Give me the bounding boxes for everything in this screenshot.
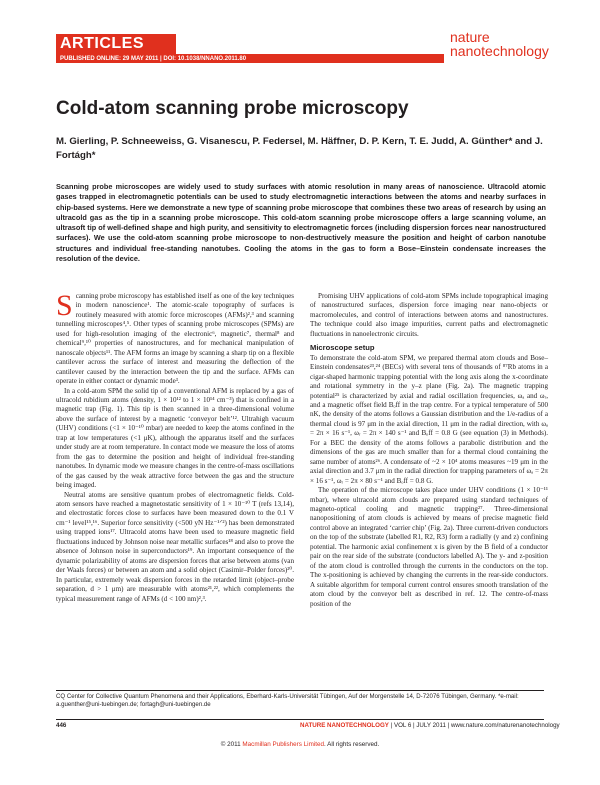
affiliation-footnote: CQ Center for Collective Quantum Phenomena and their Applications, Eberhard-Karls-Universität Tübingen, Auf der Morgenstelle 14, D-72076 Tübingen, Germany. *e-mail: a.guenther@uni-tuebingen.de; fortagh@uni-tuebingen.de xyxy=(56,690,544,710)
abstract: Scanning probe microscopes are widely used to study surfaces with atomic resolution in many areas of nanoscience. Ultracold atomic gases trapped in electromagnetic potentials can be used to study electromagnetic interactions between the atoms and nearby surfaces in chip-based systems. Here we demonstrate a new type of scanning probe microscope that combines these two areas of research by using an ultracold gas as the tip in a scanning probe microscope. This cold-atom scanning probe microscope offers a large scanning volume, an ultrasoft tip of well-defined shape and high purity, and sensitivity to electromagnetic forces (including dispersion forces near nanostructured surfaces). We use the cold-atom scanning probe microscope to non-destructively measure the position and height of carbon nanotube structures and individual free-standing nanotubes. Cooling the atoms in the gas to form a Bose–Einstein condensate increases the resolution of the device. xyxy=(56,182,546,264)
copyright-notice xyxy=(0,741,600,748)
copyright-suffix: . All rights reserved. xyxy=(323,741,380,748)
page-number: 446 xyxy=(56,722,67,729)
journal-info: | VOL 6 | JULY 2011 | www.nature.com/naturenanotechnology xyxy=(388,722,560,729)
paragraph-applications: Promising UHV applications of cold-atom SPMs include topographical imaging of nanostructured surfaces, dispersion force imaging near nano-objects or macromolecules, and control of interactions between atoms and nanostructures. The technique could also image impurities, current paths and electromagnetic fluctuations in nanoelectronic circuits. xyxy=(310,292,548,338)
logo-line-1: nature xyxy=(450,29,490,45)
body-column-right xyxy=(310,292,548,609)
paragraph-quantum-probes: Neutral atoms are sensitive quantum probes of electromagnetic fields. Cold-atom sensors have reached a magnetostatic sensitivity of 1 × 10⁻¹⁰ T (refs 13,14), and electrostatic forces close to surfaces have been measured down to the 0.1 V cm⁻¹ level¹⁵,¹⁶. Superior force sensitivity (<500 yN Hz⁻¹ᐟ²) has been demonstrated using trapped ions¹⁷. Ultracold atoms have been used to measure magnetic field fluctuations induced by Johnson noise near metallic surfaces¹⁸ and also to prove the absence of Johnson noise in superconductors¹⁹. An important consequence of the dynamic polarizability of atoms are dispersion forces that arise between atoms (van der Waals forces) or between an atom and a solid object (Casimir–Polder forces)²⁰. In particular, extremely weak dispersion forces in the retarded limit (object–probe separation, d > 1 μm) are measurable with atoms²¹,²², which complements the typical measurement range of AFMs (d < 100 nm)²,³. xyxy=(56,490,294,603)
section-heading-setup: Microscope setup xyxy=(310,343,375,353)
intro-paragraph xyxy=(56,289,294,387)
section-label: ARTICLES xyxy=(60,35,144,52)
intro-text: canning probe microscopy has established itself as one of the key techniques in modern nanoscience¹. The atomic-scale topography of surfaces is routinely measured with atomic force microscopes (AFMs)²,³ and scanning tunnelling microscopes⁴,⁵. Other types of scanning probe microscopes (SPMs) are used for high-resolution imaging of the electronic⁶, magnetic⁷, thermal⁸ and chemical⁹,¹⁰ properties of nanostructures, and for mechanical manipulation of nanoscale objects¹¹. The AFM forms an image by scanning a sharp tip on a flexible cantilever across the surface of interest and measuring the deflection of the cantilever caused by the interaction between the tip and the surface. AFMs can operate in either contact or dynamic mode³. xyxy=(56,292,294,386)
copyright-prefix: © 2011 xyxy=(220,741,243,748)
journal-footer xyxy=(300,722,560,729)
journal-logo xyxy=(450,30,549,58)
logo-line-2: nanotechnology xyxy=(450,43,549,59)
body-column-left xyxy=(56,289,294,604)
article-title: Cold-atom scanning probe microscopy xyxy=(56,98,409,119)
paragraph-setup: To demonstrate the cold-atom SPM, we prepared thermal atom clouds and Bose–Einstein condensates²³,²⁴ (BECs) with several tens of thousands of ⁸⁷Rb atoms in a cigar-shaped harmonic trapping potential with the long axis along the x-coordinate and rotational symmetry in the y–z plane (Fig. 2a). The magnetic trapping potential²⁵ is characterized by axial and radial oscillation frequencies, ωₐ and ωᵣ, and a magnetic offset field Bₒff in the trap centre. For a typical temperature of 500 nK, the density of the atoms follows a Gaussian distribution and the 1/e-radius of a thermal cloud is 97 μm in the axial direction, 11 μm in the radial direction, with ωₐ = 2π × 16 s⁻¹, ωᵣ = 2π × 140 s⁻¹ and Bₒff = 0.8 G (see equation (3) in Methods). For a BEC the density of the atoms follows a parabolic distribution and the dimensions of the gas are much smaller than for a thermal cloud containing the same number of atoms²⁶. A condensate of ~2 × 10⁴ atoms measures ~19 μm in the axial direction and 3.7 μm in the radial direction for trapping parameters of ωₐ = 2π × 16 s⁻¹, ωᵣ = 2π × 80 s⁻¹ and Bₒff = 0.8 G. xyxy=(310,353,548,485)
paragraph-cold-atom-spm: In a cold-atom SPM the solid tip of a conventional AFM is replaced by a gas of ultracold rubidium atoms (density, 1 × 10¹² to 1 × 10¹⁴ cm⁻³) that is confined in a magnetic trap (Fig. 1). This tip is then scanned in a three-dimensional volume above the surface of interest by a magnetic ‘conveyor belt’¹². Ultrahigh vacuum (UHV) conditions (<1 × 10⁻¹⁰ mbar) are needed to keep the atoms confined in the trap at low temperatures (<1 μK), although the apparatus itself and the surfaces under study are at room temperature. In contact mode we measure the loss of atoms from the gas to determine the position and height of individual free-standing nanotubes. In dynamic mode we measure changes in the centre-of-mass oscillations of the gas caused by the weak attractive force between the gas and the structure being imaged. xyxy=(56,386,294,490)
journal-name: NATURE NANOTECHNOLOGY xyxy=(300,722,389,729)
paragraph-operation: The operation of the microscope takes place under UHV conditions (1 × 10⁻¹¹ mbar), where ultracold atom clouds are prepared using standard techniques of magneto-optical cooling and magnetic trapping²⁷. Three-dimensional nanopositioning of atom clouds is achieved by means of precise magnetic field control above an integrated ‘carrier chip’ (Fig. 2a). Three current-driven conductors on the top of the substrate (labelled R1, R2, R3) form a radially (y and z) confining potential. The harmonic axial confinement x is given by the B field of a conductor pair on the rear side of the substrate (conductors labelled A). The y- and z-position of the atom cloud is controlled through the currents in the conductors on the top. The x-positioning is achieved by changing the currents in the rear-side conductors. A suitable algorithm for temporal current control ensures smooth translation of the atom cloud by the conveyor belt as described in ref. 12. The centre-of-mass position of the xyxy=(310,486,548,608)
publisher-name: Macmillan Publishers Limited xyxy=(242,741,324,748)
author-list: M. Gierling, P. Schneeweiss, G. Visanescu, P. Federsel, M. Häffner, D. P. Kern, T. E. Judd, A. Günther* and J. Fortágh* xyxy=(56,136,543,161)
publication-info: PUBLISHED ONLINE: 29 MAY 2011 | DOI: 10.1038/NNANO.2011.80 xyxy=(60,56,247,62)
drop-cap: S xyxy=(56,289,73,322)
footer-divider xyxy=(56,719,544,720)
